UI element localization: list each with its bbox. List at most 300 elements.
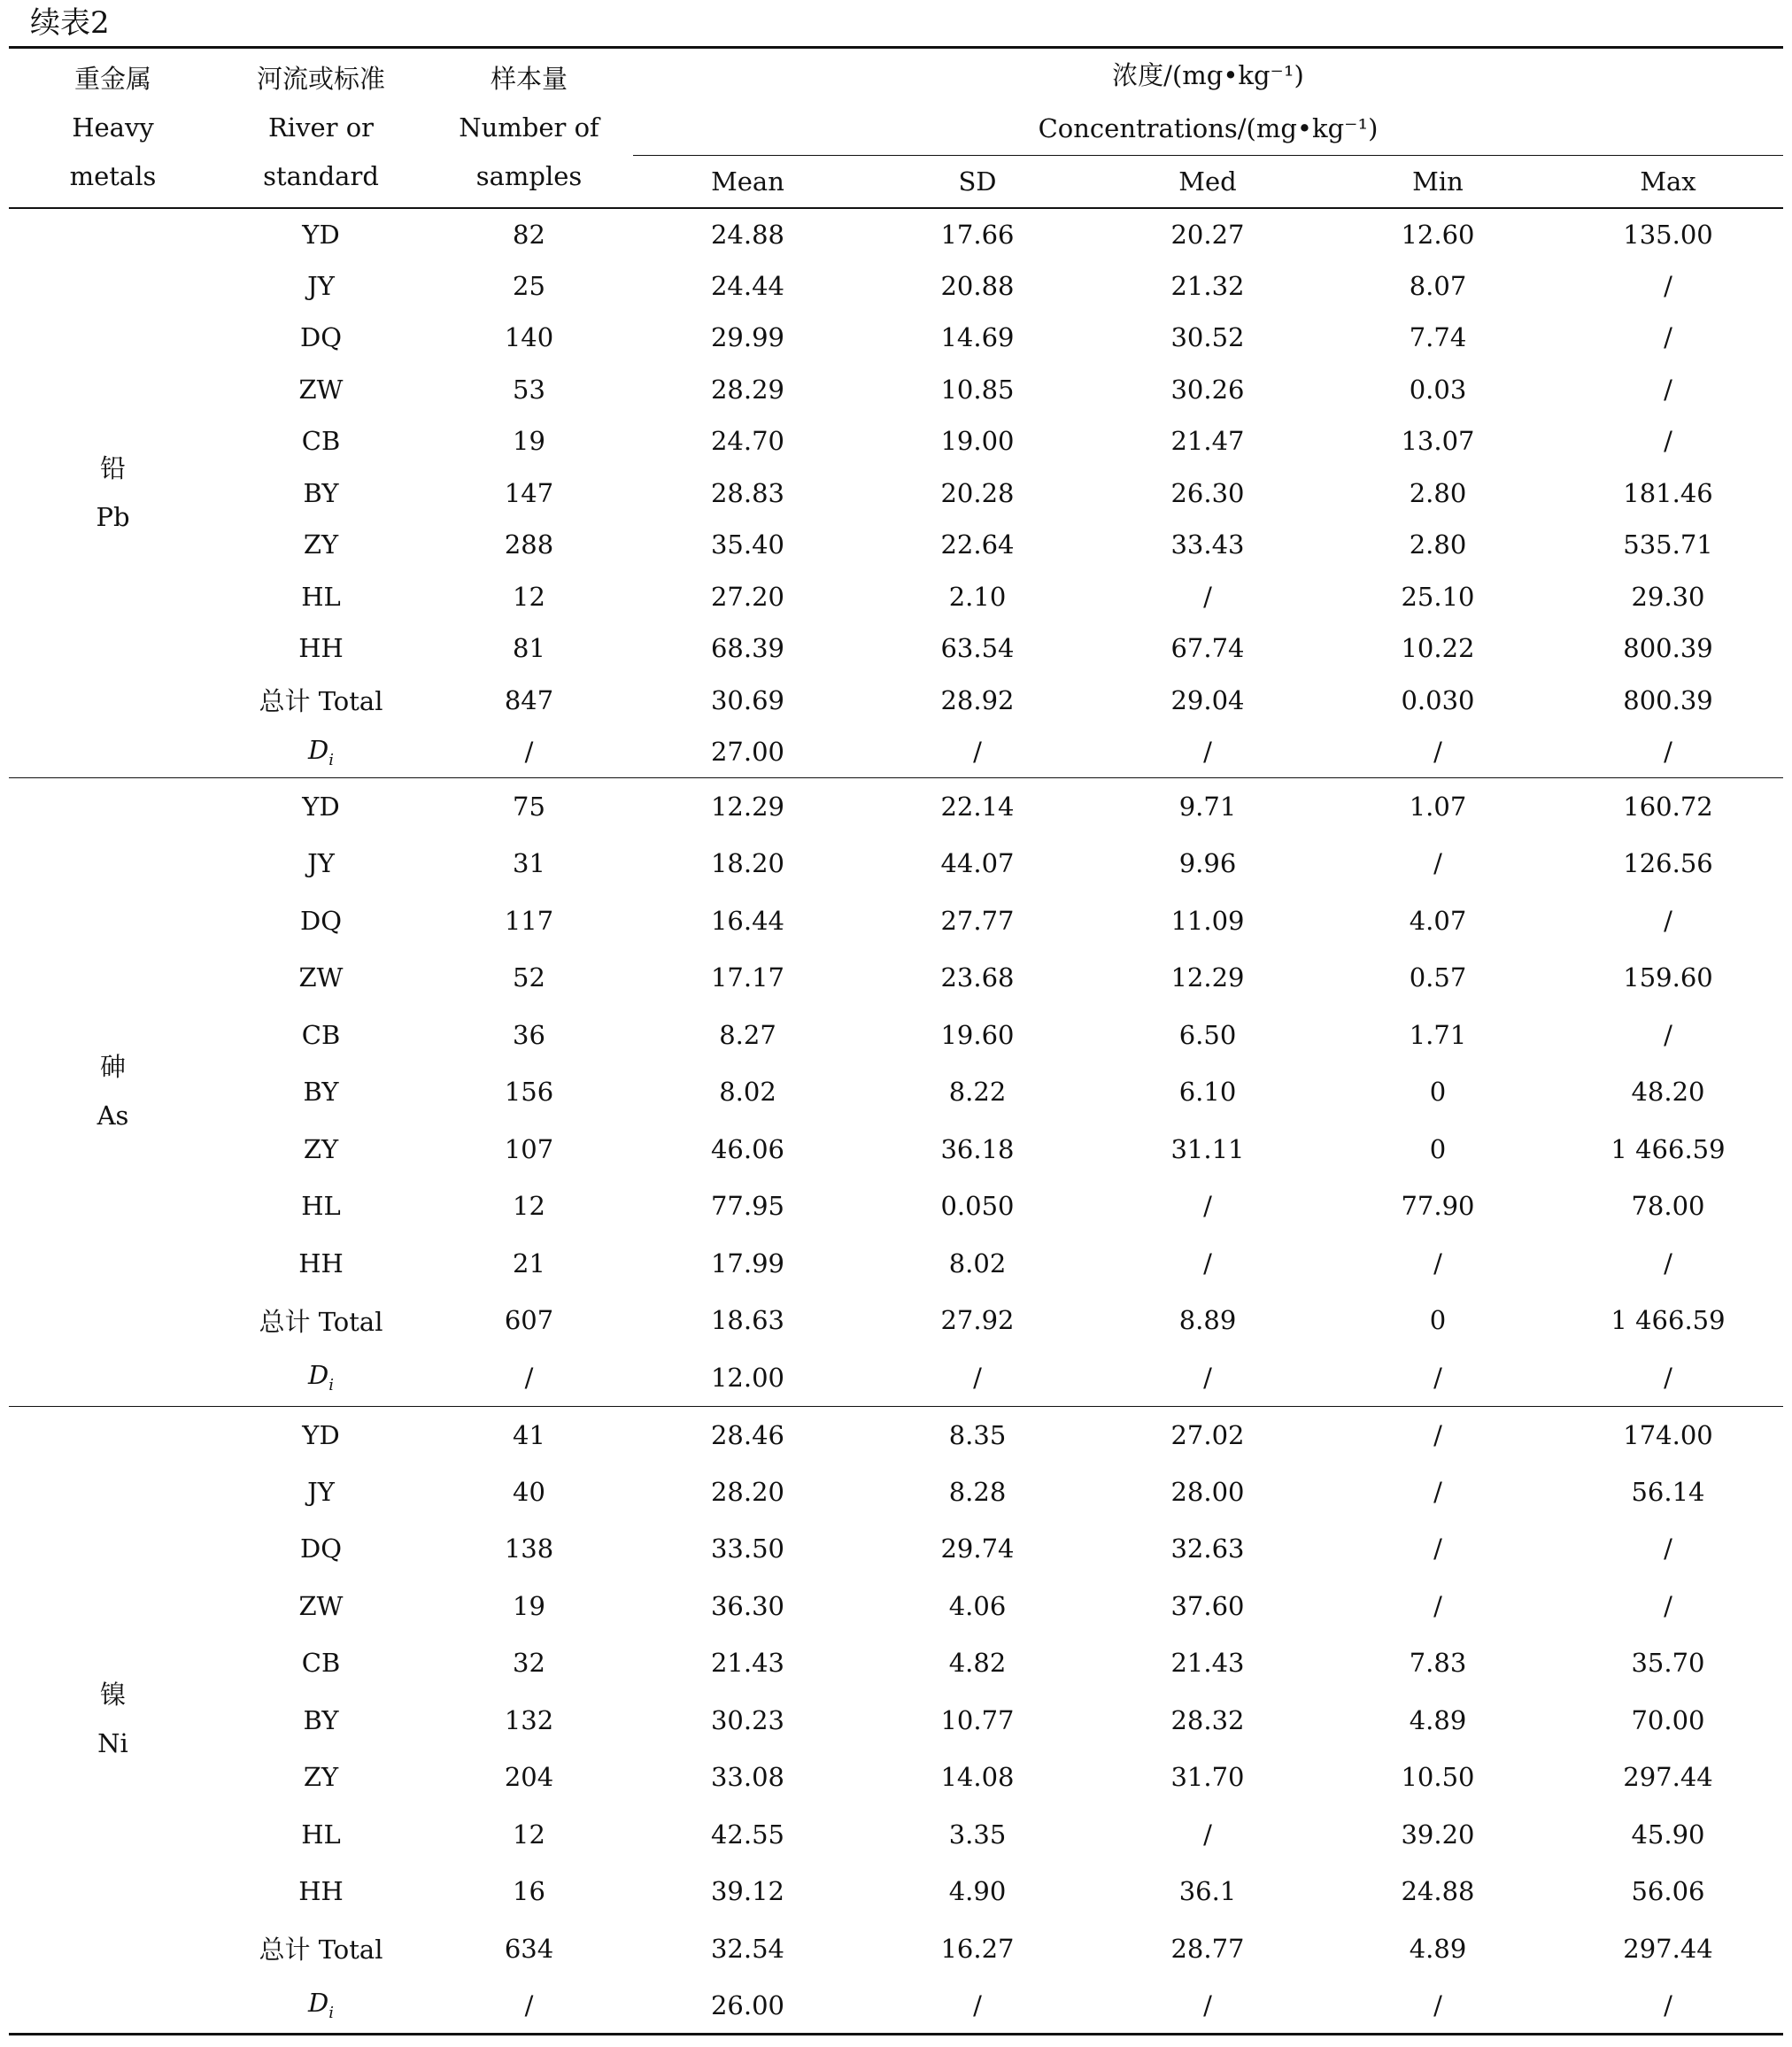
header-river	[217, 48, 425, 209]
cell-min: 2.80	[1409, 477, 1467, 508]
table-row	[9, 1007, 1783, 1064]
cell-mean: 24.70	[710, 426, 785, 457]
table-row	[9, 622, 1783, 675]
cell-min: 7.74	[1409, 322, 1467, 353]
cell-n: 82	[513, 219, 545, 250]
cell-med: 20.27	[1170, 219, 1245, 250]
cell-med: 28.32	[1170, 1704, 1245, 1735]
cell-n: 19	[513, 426, 545, 457]
cell-sd: 19.60	[940, 1019, 1015, 1050]
cell-min: /	[1433, 1590, 1442, 1621]
cell-n: 19	[513, 1590, 545, 1621]
cell-river: ZY	[303, 1133, 339, 1164]
cell-sd: 44.07	[940, 848, 1015, 879]
table-row	[9, 1863, 1783, 1920]
cell-min: 0	[1429, 1305, 1447, 1336]
cell-max: /	[1664, 426, 1672, 457]
cell-min: 2.80	[1409, 529, 1467, 560]
table-row	[9, 1692, 1783, 1750]
cell-min: /	[1433, 1989, 1442, 2020]
cell-sd: 0.050	[940, 1191, 1015, 1222]
cell-sd: 17.66	[940, 219, 1015, 250]
cell-river: BY	[303, 477, 339, 508]
cell-max: /	[1664, 1989, 1672, 2020]
cell-max: 56.14	[1631, 1476, 1705, 1507]
table-row	[9, 571, 1783, 623]
cell-mean: 35.40	[710, 529, 785, 560]
metal-name-en: As	[97, 1101, 129, 1132]
cell-med: 21.43	[1170, 1648, 1245, 1679]
table-row	[9, 1578, 1783, 1635]
cell-n: 634	[504, 1933, 554, 1964]
cell-med: 28.77	[1170, 1933, 1245, 1964]
header-med: Med	[1093, 156, 1323, 209]
cell-max: /	[1664, 322, 1672, 353]
cell-min: /	[1433, 1419, 1442, 1450]
metal-name-en: Ni	[97, 1728, 128, 1759]
cell-river: YD	[302, 219, 340, 250]
cell-river	[217, 1977, 425, 2035]
header-metal-cn: 重金属	[73, 64, 151, 94]
group-pb	[9, 208, 1783, 778]
cell-mean: 46.06	[710, 1133, 785, 1164]
cell-river: CB	[301, 426, 341, 457]
cell-river: ZY	[303, 529, 339, 560]
cell-mean: 32.54	[710, 1933, 785, 1964]
cell-mean: 8.27	[719, 1019, 776, 1050]
cell-med: 28.00	[1170, 1476, 1245, 1507]
cell-mean: 28.29	[710, 374, 785, 405]
cell-min: /	[1433, 1248, 1442, 1278]
cell-river: HL	[301, 1191, 341, 1222]
table-header	[9, 48, 1783, 209]
di-subscript: i	[328, 750, 335, 769]
cell-med: 30.26	[1170, 374, 1245, 405]
cell-n: 16	[513, 1876, 545, 1907]
table-row	[9, 1920, 1783, 1978]
cell-river	[217, 726, 425, 778]
cell-n: 40	[513, 1476, 545, 1507]
cell-max: 297.44	[1623, 1762, 1713, 1793]
metal-name-cn: 镍	[99, 1680, 126, 1711]
cell-river: ZY	[303, 1762, 339, 1793]
cell-river: DQ	[299, 905, 343, 936]
cell-max: /	[1664, 374, 1672, 405]
cell-med: 32.63	[1170, 1533, 1245, 1564]
cell-mean: 12.00	[710, 1362, 785, 1393]
cell-mean: 12.29	[710, 792, 785, 822]
data-table	[9, 46, 1783, 2035]
cell-min: 0.030	[1401, 684, 1475, 715]
metal-name-cn: 砷	[99, 1052, 126, 1083]
cell-max: 135.00	[1623, 219, 1713, 250]
cell-max: 181.46	[1623, 477, 1713, 508]
cell-max: 159.60	[1623, 962, 1713, 993]
cell-max: 1 466.59	[1610, 1305, 1726, 1336]
cell-med: 26.30	[1170, 477, 1245, 508]
cell-min: /	[1433, 1533, 1442, 1564]
cell-med: 9.96	[1178, 848, 1237, 879]
cell-max: /	[1664, 1362, 1672, 1393]
cell-river: DQ	[299, 1533, 343, 1564]
di-symbol: D	[307, 1360, 329, 1391]
cell-med: 6.10	[1178, 1077, 1237, 1108]
cell-med: 12.29	[1170, 962, 1245, 993]
metal-name-cell	[9, 208, 217, 778]
cell-n: 156	[504, 1077, 554, 1108]
cell-med: 36.1	[1178, 1876, 1237, 1907]
cell-river: JY	[307, 270, 335, 301]
cell-med: 37.60	[1170, 1590, 1245, 1621]
cell-max: 1 466.59	[1610, 1133, 1726, 1164]
cell-n: 288	[504, 529, 554, 560]
cell-min: 12.60	[1401, 219, 1475, 250]
cell-mean: 33.50	[710, 1533, 785, 1564]
table-row	[9, 1806, 1783, 1864]
cell-med: /	[1203, 1362, 1212, 1393]
cell-max: 29.30	[1631, 581, 1705, 612]
cell-n: 75	[513, 792, 545, 822]
cell-mean: 42.55	[710, 1819, 785, 1850]
table-row	[9, 1292, 1783, 1349]
metal-name-cell	[9, 778, 217, 1407]
cell-sd: 4.06	[948, 1590, 1007, 1621]
cell-mean: 77.95	[710, 1191, 785, 1222]
cell-sd: 4.82	[948, 1648, 1007, 1679]
cell-min: 4.89	[1409, 1933, 1467, 1964]
cell-sd: 29.74	[940, 1533, 1015, 1564]
table-row-di	[9, 1349, 1783, 1407]
cell-mean: 28.20	[710, 1476, 785, 1507]
cell-med: /	[1203, 1989, 1212, 2020]
cell-med: /	[1203, 1248, 1212, 1278]
cell-mean: 8.02	[719, 1077, 776, 1108]
cell-river: CB	[301, 1019, 341, 1050]
cell-n: /	[524, 737, 534, 767]
cell-sd: 28.92	[940, 684, 1015, 715]
cell-n: 53	[513, 374, 545, 405]
cell-min: 0.03	[1409, 374, 1467, 405]
cell-max: 535.71	[1623, 529, 1713, 560]
header-min: Min	[1323, 156, 1553, 209]
cell-mean: 36.30	[710, 1590, 785, 1621]
table-row	[9, 1063, 1783, 1121]
cell-med: 29.04	[1170, 684, 1245, 715]
cell-sd: 23.68	[940, 962, 1015, 993]
cell-min: 13.07	[1401, 426, 1475, 457]
cell-max: /	[1664, 1019, 1672, 1050]
cell-n: 132	[504, 1704, 554, 1735]
cell-river: HL	[301, 1819, 341, 1850]
cell-mean: 24.88	[710, 219, 785, 250]
cell-max: 35.70	[1631, 1648, 1705, 1679]
header-max: Max	[1553, 156, 1783, 209]
cell-sd: /	[973, 1989, 982, 2020]
cell-min: 0	[1429, 1077, 1447, 1108]
cell-max: 800.39	[1623, 633, 1713, 664]
cell-max: 126.56	[1623, 848, 1713, 879]
cell-sd: 8.02	[948, 1248, 1007, 1278]
cell-mean: 68.39	[710, 633, 785, 664]
cell-med: 33.43	[1170, 529, 1245, 560]
cell-med: 11.09	[1170, 905, 1245, 936]
cell-med: 9.71	[1178, 792, 1237, 822]
cell-min: 4.89	[1409, 1704, 1467, 1735]
cell-river: 总计 Total	[259, 1935, 383, 1966]
cell-sd: 10.85	[940, 374, 1015, 405]
cell-mean: 30.23	[710, 1704, 785, 1735]
cell-sd: 27.77	[940, 905, 1015, 936]
cell-n: 81	[513, 633, 545, 664]
cell-river: ZW	[298, 1590, 344, 1621]
cell-river: BY	[303, 1704, 339, 1735]
cell-med: 21.47	[1170, 426, 1245, 457]
cell-n: 117	[504, 905, 554, 936]
cell-med: /	[1203, 737, 1212, 767]
table-row	[9, 778, 1783, 836]
cell-sd: 2.10	[948, 581, 1007, 612]
cell-max: 160.72	[1623, 792, 1713, 822]
cell-river: HH	[298, 1876, 344, 1907]
cell-river: JY	[307, 1476, 335, 1507]
cell-sd: 20.28	[940, 477, 1015, 508]
cell-river: BY	[303, 1077, 339, 1108]
cell-min: 39.20	[1401, 1819, 1475, 1850]
cell-sd: 19.00	[940, 426, 1015, 457]
cell-med: 30.52	[1170, 322, 1245, 353]
cell-sd: /	[973, 1362, 982, 1393]
cell-sd: 4.90	[948, 1876, 1007, 1907]
cell-max: /	[1664, 1590, 1672, 1621]
cell-mean: 18.20	[710, 848, 785, 879]
cell-min: 0.57	[1409, 962, 1467, 993]
cell-sd: 27.92	[940, 1305, 1015, 1336]
cell-mean: 26.00	[710, 1989, 785, 2020]
header-samples	[425, 48, 633, 209]
cell-sd: 3.35	[948, 1819, 1007, 1850]
cell-river: DQ	[299, 322, 343, 353]
table-row	[9, 467, 1783, 520]
cell-mean: 30.69	[710, 684, 785, 715]
table-row	[9, 892, 1783, 950]
cell-mean: 27.20	[710, 581, 785, 612]
table-row	[9, 1634, 1783, 1692]
cell-mean: 17.17	[710, 962, 785, 993]
cell-n: /	[524, 1989, 534, 2020]
header-metal-en2: metals	[69, 161, 157, 191]
cell-n: /	[524, 1362, 534, 1393]
cell-min: 25.10	[1401, 581, 1475, 612]
table-row	[9, 675, 1783, 727]
cell-max: /	[1664, 737, 1672, 767]
header-river-en2: standard	[263, 161, 379, 191]
cell-n: 12	[513, 1819, 545, 1850]
cell-n: 140	[504, 322, 554, 353]
cell-med: 31.11	[1170, 1133, 1245, 1164]
table-row	[9, 1520, 1783, 1578]
header-river-en1: River or	[267, 112, 375, 143]
table-row-di	[9, 726, 1783, 778]
cell-river: 总计 Total	[259, 1306, 383, 1337]
cell-river: 总计 Total	[259, 686, 383, 717]
cell-mean: 28.83	[710, 477, 785, 508]
cell-sd: 14.69	[940, 322, 1015, 353]
cell-n: 847	[504, 684, 554, 715]
cell-sd: 36.18	[940, 1133, 1015, 1164]
cell-max: 56.06	[1631, 1876, 1705, 1907]
cell-max: 174.00	[1623, 1419, 1713, 1450]
cell-mean: 33.08	[710, 1762, 785, 1793]
group-as	[9, 778, 1783, 1407]
cell-n: 41	[513, 1419, 545, 1450]
cell-sd: 8.22	[948, 1077, 1007, 1108]
table-row	[9, 1178, 1783, 1235]
table-row	[9, 1235, 1783, 1293]
cell-med: /	[1203, 1191, 1212, 1222]
table-row	[9, 519, 1783, 571]
di-symbol: D	[307, 734, 329, 765]
cell-n: 21	[513, 1248, 545, 1278]
group-ni	[9, 1406, 1783, 2035]
metal-name-cn: 铅	[99, 453, 126, 483]
header-river-cn: 河流或标准	[256, 64, 385, 94]
cell-min: /	[1433, 737, 1442, 767]
cell-min: 10.22	[1401, 633, 1475, 664]
cell-river: HH	[298, 1248, 344, 1278]
cell-max: /	[1664, 1533, 1672, 1564]
cell-med: 27.02	[1170, 1419, 1245, 1450]
cell-n: 147	[504, 477, 554, 508]
table-row	[9, 835, 1783, 892]
header-metal	[9, 48, 217, 209]
cell-n: 607	[504, 1305, 554, 1336]
cell-max: 45.90	[1631, 1819, 1705, 1850]
metal-name-cell	[9, 1406, 217, 2035]
cell-sd: /	[973, 737, 982, 767]
cell-river: ZW	[298, 962, 344, 993]
table-row	[9, 312, 1783, 364]
header-samples-en2: samples	[475, 161, 583, 191]
cell-max: 78.00	[1631, 1191, 1705, 1222]
cell-max: /	[1664, 905, 1672, 936]
cell-n: 36	[513, 1019, 545, 1050]
cell-n: 138	[504, 1533, 554, 1564]
table-row	[9, 364, 1783, 416]
table-row	[9, 1464, 1783, 1521]
header-sd: SD	[862, 156, 1093, 209]
cell-n: 25	[513, 270, 545, 301]
cell-sd: 16.27	[940, 1933, 1015, 1964]
cell-min: 7.83	[1409, 1648, 1467, 1679]
cell-max: 297.44	[1623, 1933, 1713, 1964]
cell-n: 52	[513, 962, 545, 993]
cell-med: /	[1203, 581, 1212, 612]
header-mean: Mean	[633, 156, 862, 209]
cell-sd: 10.77	[940, 1704, 1015, 1735]
cell-mean: 16.44	[710, 905, 785, 936]
cell-min: 1.71	[1409, 1019, 1467, 1050]
cell-max: 48.20	[1631, 1077, 1705, 1108]
cell-max: /	[1664, 270, 1672, 301]
cell-mean: 27.00	[710, 737, 785, 767]
cell-river: YD	[302, 792, 340, 822]
table-row-di	[9, 1977, 1783, 2035]
di-subscript: i	[328, 1375, 335, 1394]
table-caption: 续表2	[30, 5, 110, 41]
cell-min: /	[1433, 1476, 1442, 1507]
table-row	[9, 260, 1783, 313]
table-row	[9, 208, 1783, 260]
cell-min: 0	[1429, 1133, 1447, 1164]
di-symbol: D	[307, 1988, 329, 2019]
header-samples-en1: Number of	[459, 112, 599, 143]
di-subscript: i	[328, 2003, 335, 2022]
cell-mean: 21.43	[710, 1648, 785, 1679]
cell-n: 31	[513, 848, 545, 879]
cell-river: CB	[301, 1648, 341, 1679]
table-row	[9, 1406, 1783, 1464]
cell-river: YD	[302, 1419, 340, 1450]
header-concentration-en: Concentrations/(mg•kg⁻¹)	[1038, 113, 1379, 143]
cell-sd: 8.28	[948, 1476, 1007, 1507]
table-row	[9, 1749, 1783, 1806]
cell-sd: 22.14	[940, 792, 1015, 822]
cell-max: /	[1664, 1248, 1672, 1278]
cell-river: HL	[301, 581, 341, 612]
cell-med: 67.74	[1170, 633, 1245, 664]
cell-med: 6.50	[1178, 1019, 1237, 1050]
cell-sd: 8.35	[948, 1419, 1007, 1450]
table-row	[9, 415, 1783, 467]
cell-min: 4.07	[1409, 905, 1467, 936]
cell-max: 800.39	[1623, 684, 1713, 715]
cell-med: 21.32	[1170, 270, 1245, 301]
cell-river: HH	[298, 633, 344, 664]
cell-n: 32	[513, 1648, 545, 1679]
metal-name-en: Pb	[96, 502, 130, 532]
cell-river	[217, 1349, 425, 1407]
header-concentration-cn: 浓度/(mg•kg⁻¹)	[1112, 60, 1304, 90]
cell-sd: 63.54	[940, 633, 1015, 664]
cell-med: 8.89	[1178, 1305, 1237, 1336]
cell-med: 31.70	[1170, 1762, 1245, 1793]
cell-sd: 22.64	[940, 529, 1015, 560]
cell-n: 12	[513, 1191, 545, 1222]
cell-mean: 29.99	[710, 322, 785, 353]
cell-sd: 14.08	[940, 1762, 1015, 1793]
cell-mean: 18.63	[710, 1305, 785, 1336]
cell-min: 8.07	[1409, 270, 1467, 301]
header-samples-cn: 样本量	[490, 64, 568, 94]
cell-min: 24.88	[1401, 1876, 1475, 1907]
cell-min: /	[1433, 848, 1442, 879]
cell-river: ZW	[298, 374, 344, 405]
table-row	[9, 1121, 1783, 1178]
cell-min: 1.07	[1409, 792, 1467, 822]
cell-river: JY	[307, 848, 335, 879]
header-metal-en1: Heavy	[72, 112, 154, 143]
cell-min: 10.50	[1401, 1762, 1475, 1793]
cell-mean: 17.99	[710, 1248, 785, 1278]
cell-mean: 24.44	[710, 270, 785, 301]
cell-min: 77.90	[1401, 1191, 1475, 1222]
cell-n: 204	[504, 1762, 554, 1793]
cell-n: 12	[513, 581, 545, 612]
cell-min: /	[1433, 1362, 1442, 1393]
cell-med: /	[1203, 1819, 1212, 1850]
cell-sd: 20.88	[940, 270, 1015, 301]
cell-mean: 39.12	[710, 1876, 785, 1907]
